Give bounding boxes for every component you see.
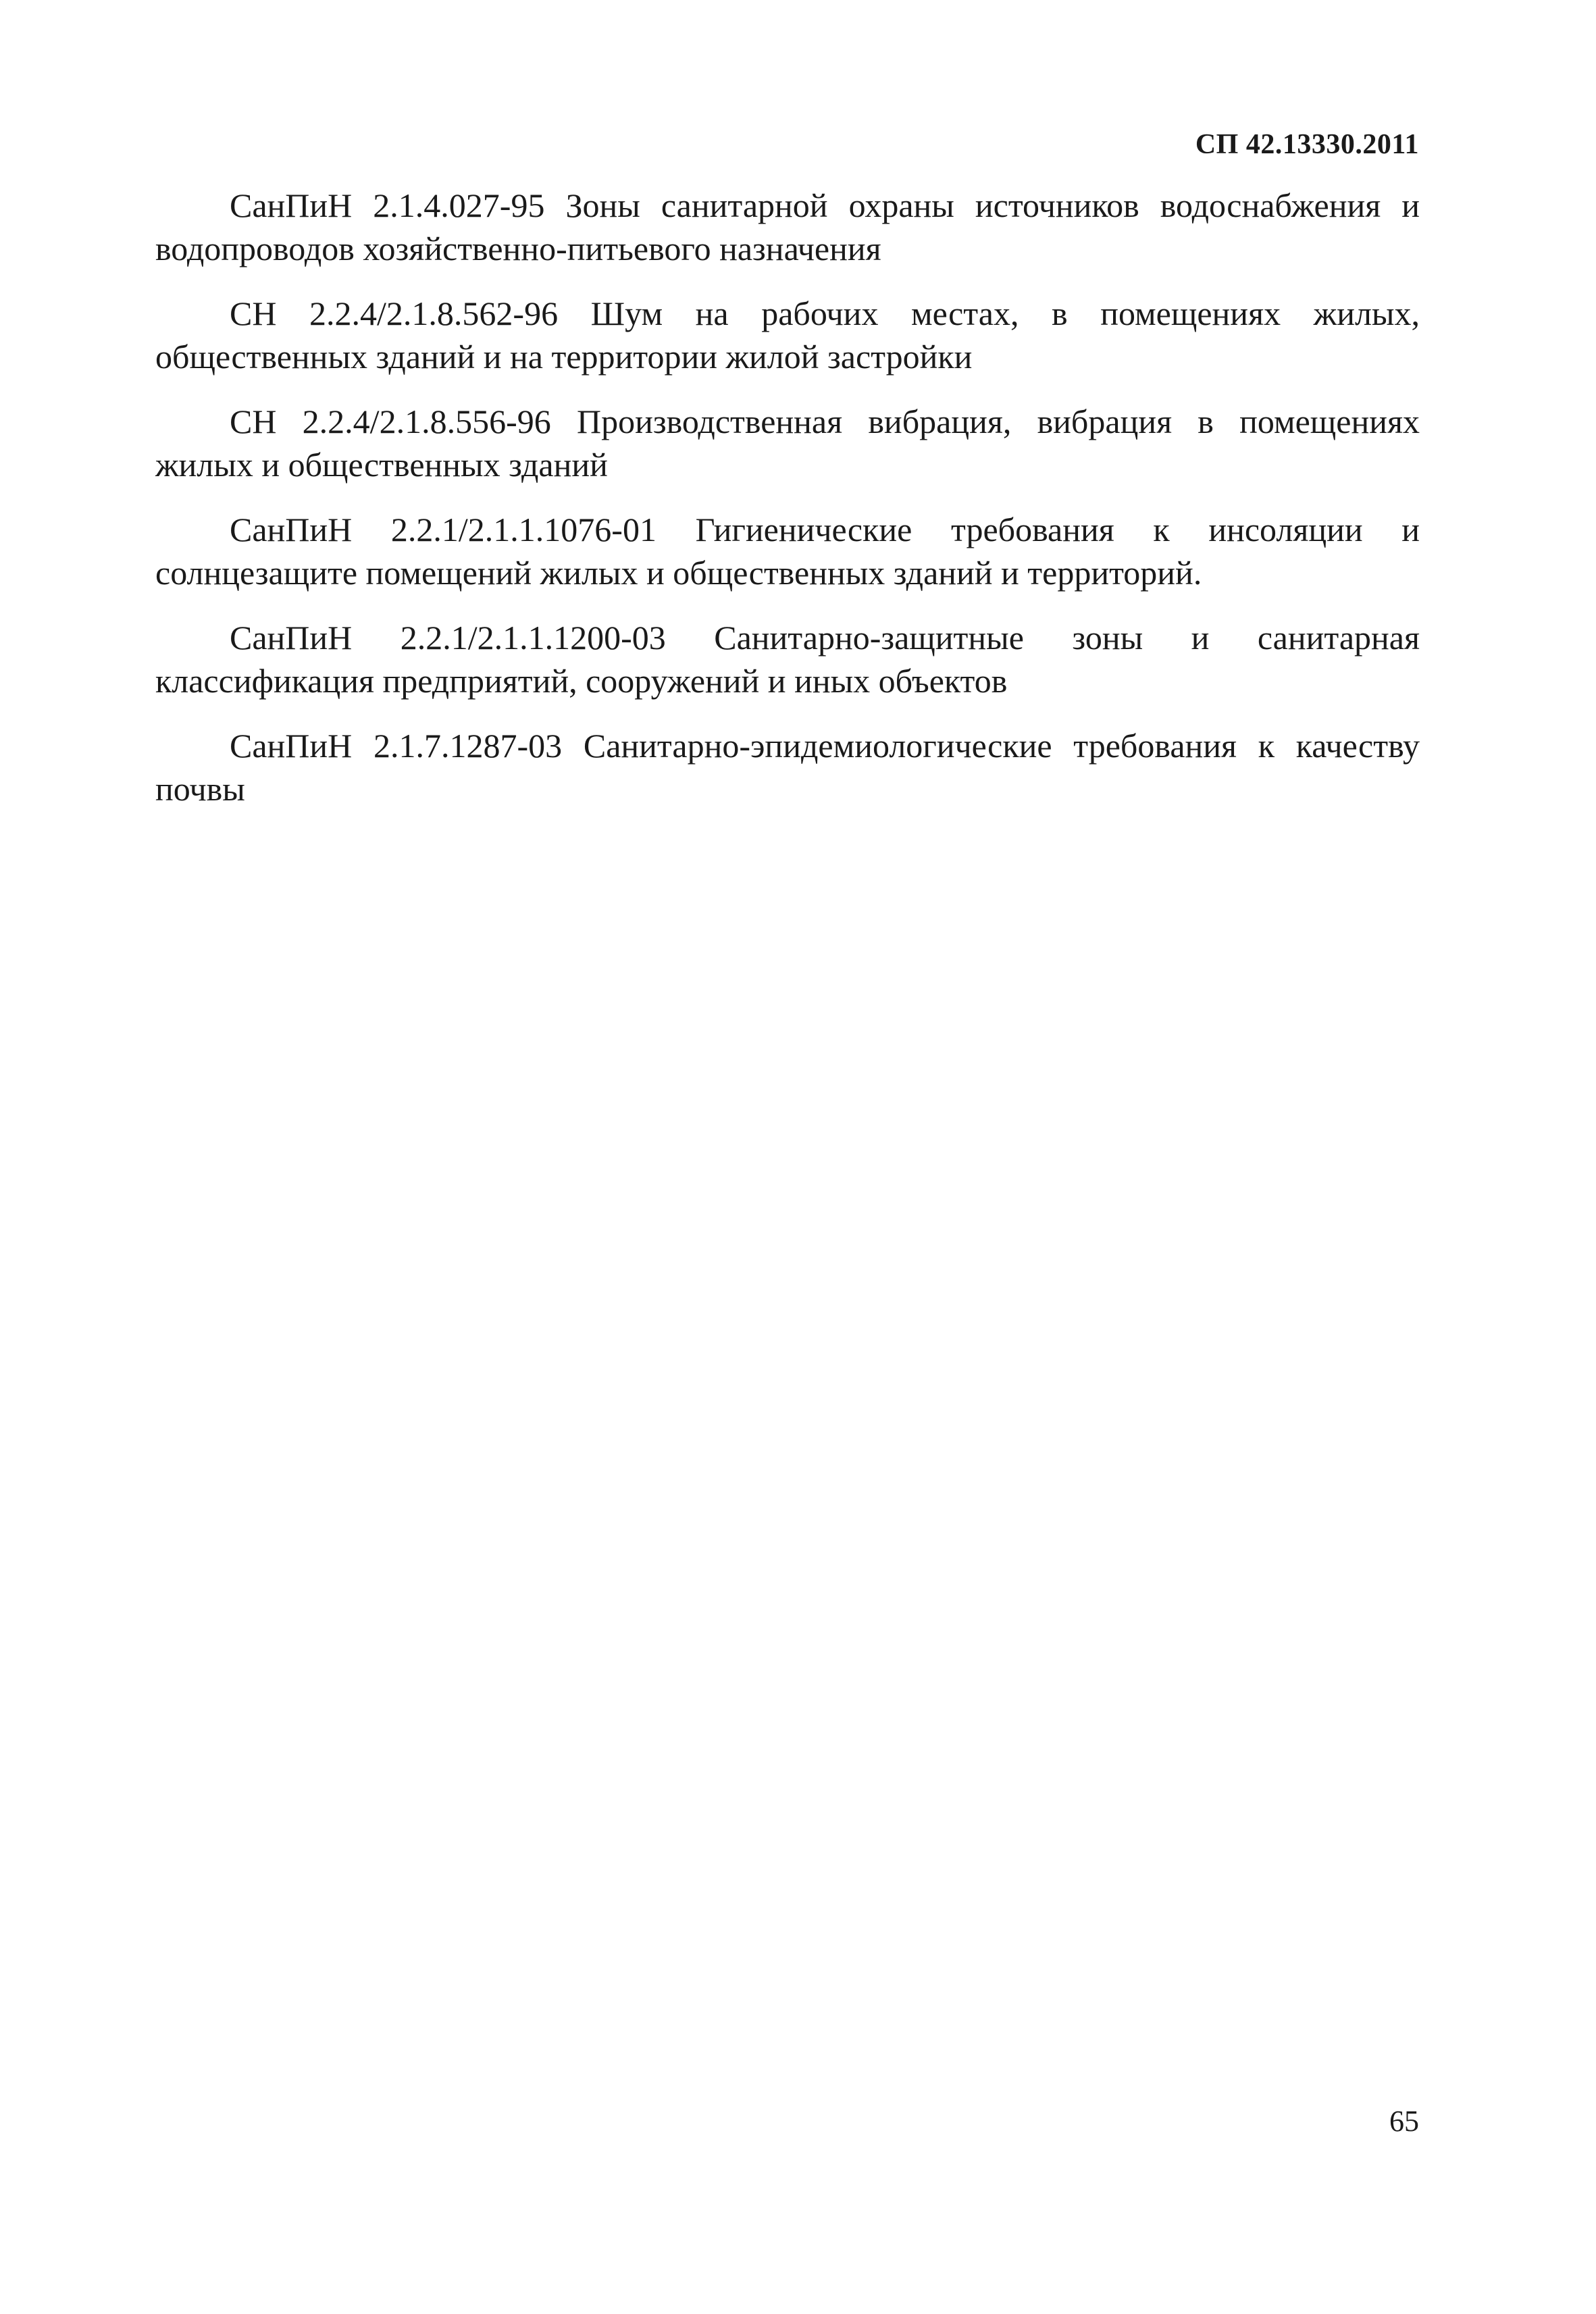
- reference-item: СН 2.2.4/2.1.8.556-96 Производственная вибрация, вибрация в помещениях жилых и общественных зданий: [155, 403, 1420, 484]
- reference-item: СанПиН 2.1.7.1287-03 Санитарно-эпидемиологические требования к качеству почвы: [155, 727, 1420, 808]
- reference-item: СН 2.2.4/2.1.8.562-96 Шум на рабочих местах, в помещениях жилых, общественных зданий и на территории жилой застройки: [155, 294, 1420, 376]
- reference-item: СанПиН 2.2.1/2.1.1.1200-03 Санитарно-защитные зоны и санитарная классификация предприятий, сооружений и иных объектов: [155, 619, 1420, 700]
- document-code: СП 42.13330.2011: [1195, 129, 1419, 160]
- reference-list: [155, 184, 1420, 832]
- reference-item: СанПиН 2.1.4.027-95 Зоны санитарной охраны источников водоснабжения и водопроводов хозяйственно-питьевого назначения: [155, 186, 1420, 267]
- reference-item: СанПиН 2.2.1/2.1.1.1076-01 Гигиенические требования к инсоляции и солнцезащите помещений жилых и общественных зданий и территорий.: [155, 511, 1420, 592]
- page-number: 65: [1389, 2105, 1419, 2138]
